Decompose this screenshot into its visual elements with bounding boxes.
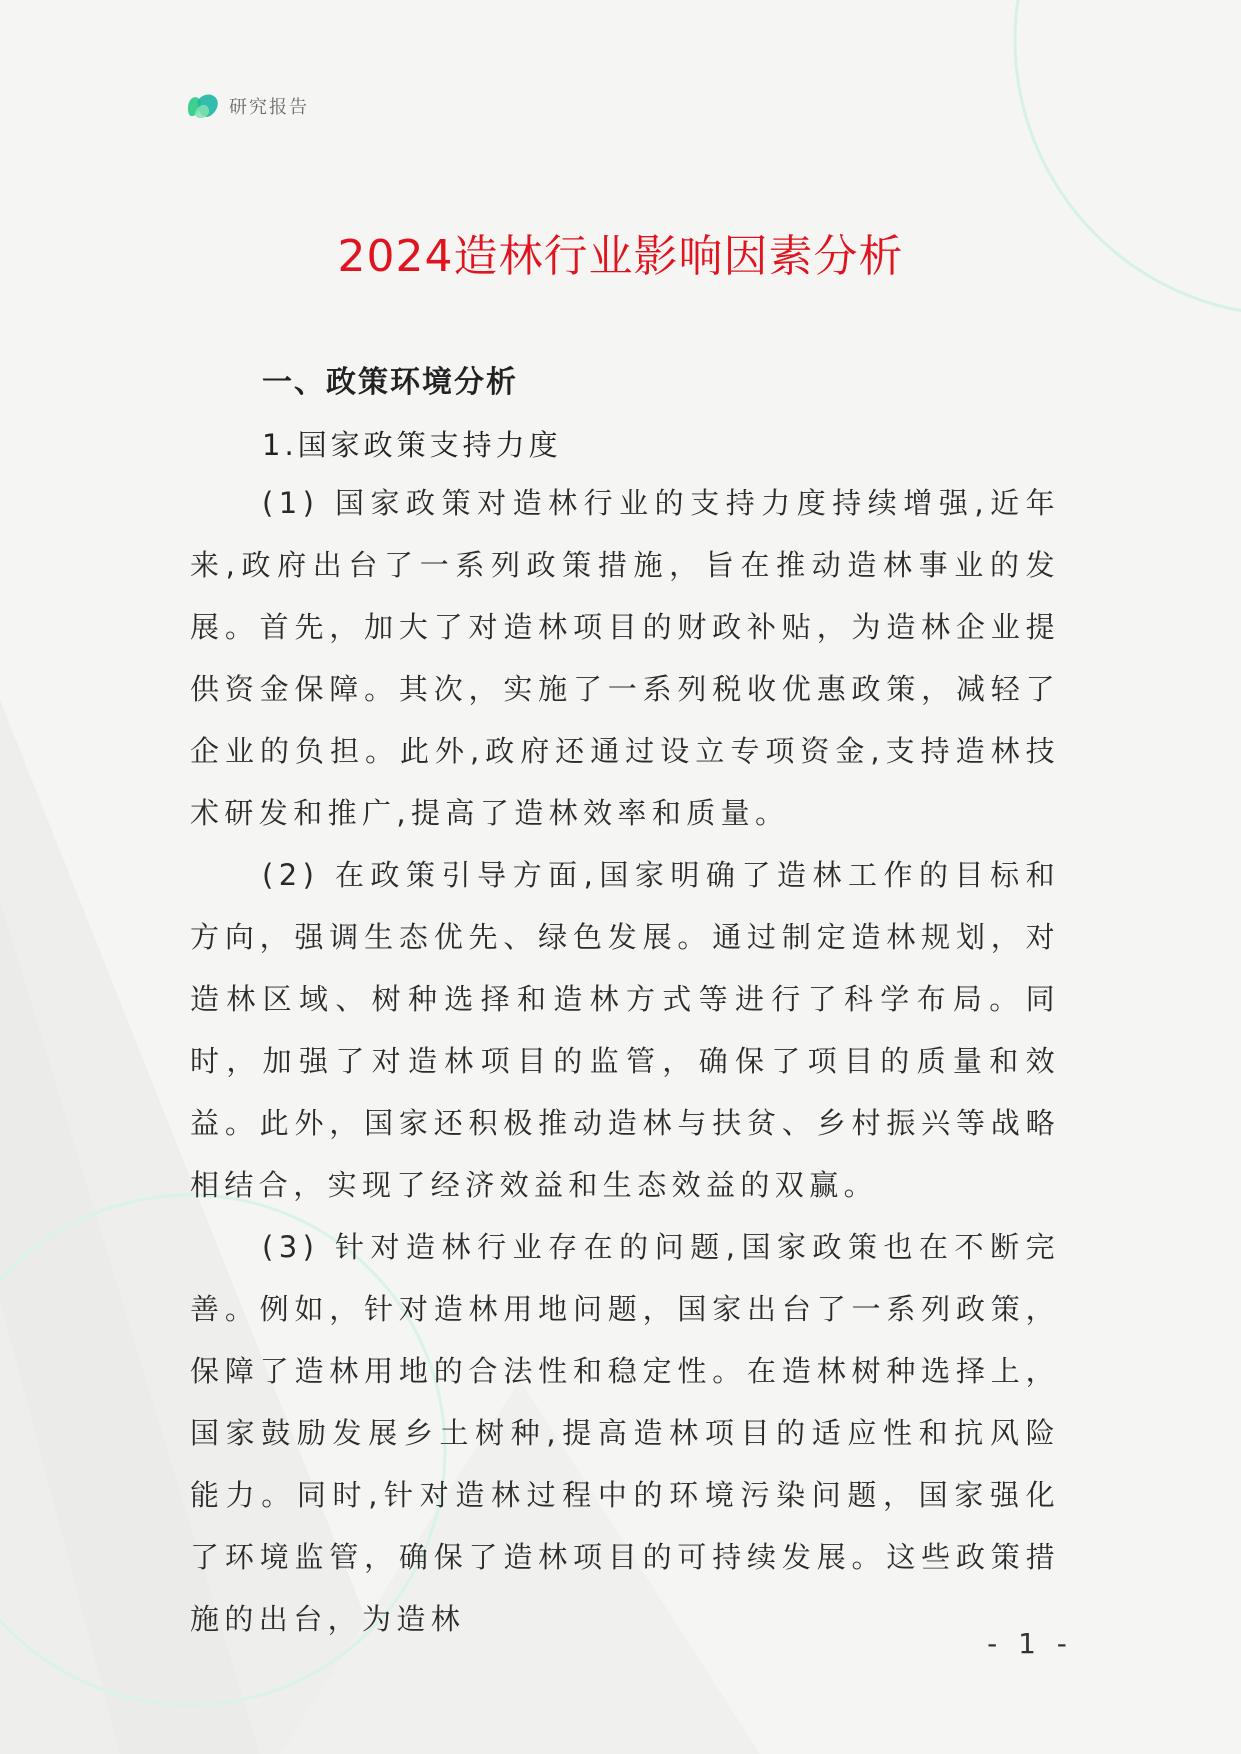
section-heading: 一、政策环境分析 bbox=[262, 365, 518, 400]
subsection-heading: 1.国家政策支持力度 bbox=[262, 428, 562, 462]
paragraph-2: (2) 在政策引导方面,国家明确了造林工作的目标和方向，强调生态优先、绿色发展。通过制定造林规划，对造林区域、树种选择和造林方式等进行了科学布局。同时，加强了对造林项目的监管，确保了项目的质量和效益。此外，国家还积极推动造林与扶贫、乡村振兴等战略相结合，实现了经济效益和生态效益的双赢。 bbox=[190, 858, 1060, 1202]
paragraph-1: (1) 国家政策对造林行业的支持力度持续增强,近年来,政府出台了一系列政策措施，旨在推动造林事业的发展。首先，加大了对造林项目的财政补贴，为造林企业提供资金保障。其次，实施了一系列税收优惠政策，减轻了企业的负担。此外,政府还通过设立专项资金,支持造林技术研发和推广,提高了造林效率和质量。 bbox=[190, 486, 1060, 830]
document-title: 2024造林行业影响因素分析 bbox=[337, 231, 904, 282]
header-label: 研究报告 bbox=[229, 97, 309, 118]
document-body bbox=[190, 356, 1060, 1650]
page-number: - 1 - bbox=[987, 1627, 1073, 1660]
paragraph-3: (3) 针对造林行业存在的问题,国家政策也在不断完善。例如，针对造林用地问题，国家出台了一系列政策，保障了造林用地的合法性和稳定性。在造林树种选择上，国家鼓励发展乡土树种,提高造林项目的适应性和抗风险能力。同时,针对造林过程中的环境污染问题，国家强化了环境监管，确保了造林项目的可持续发展。这些政策措施的出台，为造林 bbox=[190, 1230, 1060, 1636]
brand-logo-icon bbox=[185, 88, 221, 124]
report-header bbox=[185, 88, 309, 124]
